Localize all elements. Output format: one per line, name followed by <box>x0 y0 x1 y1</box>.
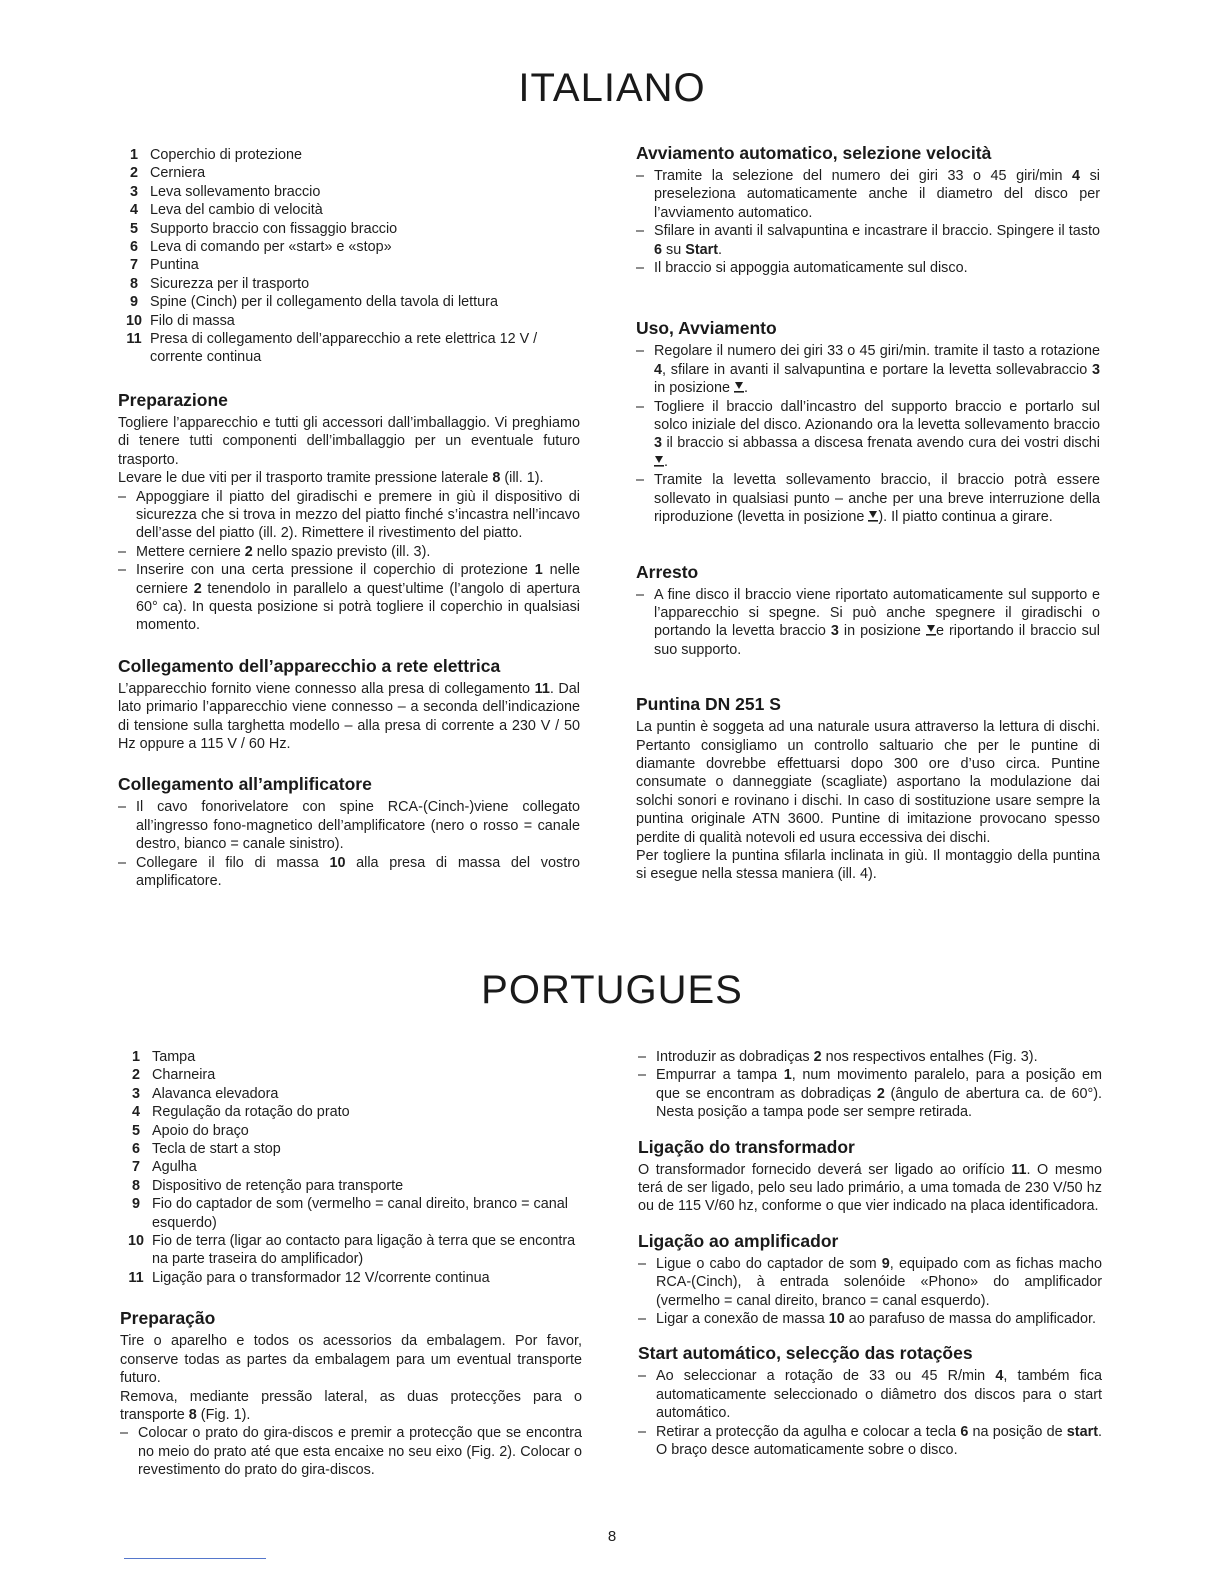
section-title-italiano: ITALIANO <box>518 66 706 110</box>
list-item: 8 Sicurezza per il trasporto <box>129 275 310 292</box>
list-item: 3 Alavanca elevadora <box>131 1085 279 1102</box>
heading-avviamento-automatico: Avviamento automatico, selezione velocità <box>636 143 992 163</box>
heading-collegamento-amplificatore: Collegamento all’amplificatore <box>118 774 372 795</box>
lever-down-icon <box>868 510 878 522</box>
section-ligacao-transformador <box>638 1136 1102 1216</box>
section-start-automatico <box>638 1342 1102 1459</box>
list-item: 10 Filo di massa <box>125 312 235 329</box>
section-arresto <box>636 561 1100 660</box>
list-item: – Regolare il numero dei giri 33 o 45 giri/min. tramite il tasto a rotazione 4, sfilare in avanti il salvapuntina e portare la levetta sollevabraccio 3 in posizione . <box>636 342 1100 397</box>
list-item: 4 Leva del cambio di velocità <box>129 202 323 219</box>
preparacao-continued-list <box>638 1048 1102 1122</box>
heading-preparazione: Preparazione <box>118 389 228 410</box>
heading-puntina: Puntina DN 251 S <box>636 694 781 715</box>
portugues-parts-list <box>120 1048 582 1287</box>
heading-arresto: Arresto <box>636 561 699 582</box>
heading-preparacao: Preparação <box>120 1308 216 1329</box>
list-item: 7 Agulha <box>131 1159 197 1176</box>
list-item: – Togliere il braccio dall’incastro del supporto braccio e portarlo sul solco iniziale del disco. Azionando ora la levetta sollevamento braccio 3 il braccio si abbassa a discesa frenata avendo cura dei vostri dischi . <box>636 398 1100 472</box>
portugues-right-column <box>638 1048 1102 1460</box>
list-item: 1 Tampa <box>131 1049 196 1065</box>
paragraph: Remova, mediante pressão lateral, as duas protecções para o transporte 8 (Fig. 1). <box>120 1388 582 1423</box>
list-item: – Tramite la selezione del numero dei giri 33 o 45 giri/min 4 si preseleziona automaticamente anche il diametro del disco per l’avviamento automatico. <box>636 167 1100 222</box>
list-item: 2 Cerniera <box>129 165 206 182</box>
section-uso-avviamento <box>636 317 1100 526</box>
section-title-portugues: PORTUGUES <box>481 968 743 1012</box>
paragraph: Per togliere la puntina sfilarla inclinata in giù. Il montaggio della puntina si esegue nella stessa maniera (ill. 4). <box>636 847 1100 883</box>
list-item: 8 Dispositivo de retenção para transporte <box>131 1177 404 1194</box>
list-item: – Sfilare in avanti il salvapuntina e incastrare il braccio. Spingere il tasto 6 su Start. <box>636 222 1100 259</box>
list-item: 7 Puntina <box>129 257 199 274</box>
list-item: 9 Fio do captador de som (vermelho = canal direito, branco = canal esquerdo) <box>131 1196 568 1231</box>
page-number: 8 <box>607 1528 617 1545</box>
list-item: – Empurrar a tampa 1, num movimento paralelo, para a posição em que se encontram as dobradiças 2 (ângulo de abertura ca. de 60°). Nesta posição a tampa pode ser sempre retirada. <box>638 1066 1102 1121</box>
list-item: 10 Fio de terra (ligar ao contacto para ligação à terra que se encontra na parte traseira do amplificador) <box>127 1233 576 1268</box>
list-item: – Appoggiare il piatto del giradischi e premere in giù il dispositivo di sicurezza che si trova in mezzo del piatto finché s’incastra nell’incavo dell’asse del piatto (ill. 2). Rimettere il rivestimento del piatto. <box>118 488 580 543</box>
heading-collegamento-rete: Collegamento dell’apparecchio a rete elettrica <box>118 655 501 676</box>
lever-down-icon <box>926 624 936 636</box>
list-item: 6 Tecla de start a stop <box>131 1141 281 1158</box>
list-item: – Collegare il filo di massa 10 alla presa di massa del vostro amplificatore. <box>118 854 580 891</box>
list-item: – Introduzir as dobradiças 2 nos respectivos entalhes (Fig. 3). <box>638 1048 1102 1066</box>
list-item: – Inserire con una certa pressione il coperchio di protezione 1 nelle cerniere 2 tenendolo in parallelo a quest’ultime (l’angolo di apertura 60° ca). In questa posizione si potrà togliere il coperchio in qualsiasi momento. <box>118 561 580 635</box>
list-item: – A fine disco il braccio viene riportato automaticamente sul supporto e l’apparecchio si spegne. Si può anche spegnere il giradischi o portando la levetta braccio 3 in posizione e riportando il braccio sul suo supporto. <box>636 586 1100 660</box>
section-preparacao <box>120 1307 582 1479</box>
section-preparazione <box>118 389 580 635</box>
list-item: – Tramite la levetta sollevamento braccio, il braccio potrà essere sollevato in qualsiasi punto – anche per una breve interruzione della riproduzione (levetta in posizione ). Il piatto continua a girare. <box>636 471 1100 526</box>
paragraph: Togliere l’apparecchio e tutti gli accessori dall’imballaggio. Vi preghiamo di tenere tutti componenti dell’imballaggio per un eventuale futuro trasporto. <box>118 414 580 468</box>
list-item: 11 Presa di collegamento dell’apparecchio a rete elettrica 12 V / corrente continua <box>126 331 538 366</box>
list-item: 9 Spine (Cinch) per il collegamento della tavola di lettura <box>129 294 498 311</box>
section-collegamento-rete <box>118 655 580 754</box>
lever-down-icon <box>734 381 744 393</box>
paragraph: O transformador fornecido deverá ser ligado ao orifício 11. O mesmo terá de ser ligado, pelo seu lado primário, a uma tomada de 230 V/50 hz ou de 115 V/60 hz, conforme o que vier indicado na placa identificadora. <box>638 1161 1102 1215</box>
list-item: – Ligue o cabo do captador de som 9, equipado com as fichas macho RCA-(Cinch), à entrada solenóide «Phono» do amplificador (vermelho = canal direito, branco = canal esquerdo). <box>638 1255 1102 1310</box>
list-item: – Retirar a protecção da agulha e colocar a tecla 6 na posição de start. O braço desce automaticamente sobre o disco. <box>638 1423 1102 1460</box>
italiano-left-column <box>118 146 580 890</box>
lever-down-icon <box>654 455 664 467</box>
list-item: 2 Charneira <box>131 1067 216 1084</box>
paragraph: L’apparecchio fornito viene connesso alla presa di collegamento 11. Dal lato primario l’apparecchio viene connesso – a seconda dell’indicazione di tensione sulla targhetta modello – alla presa di corrente a 230 V / 50 Hz oppure a 115 V / 60 Hz. <box>118 680 580 752</box>
section-ligacao-amplificador <box>638 1230 1102 1329</box>
footer-rule <box>124 1558 266 1559</box>
list-item: – Ligar a conexão de massa 10 ao parafuso de massa do amplificador. <box>638 1310 1102 1328</box>
paragraph: La puntin è soggeta ad una naturale usura attraverso la lettura di dischi. Pertanto consigliamo un controllo saltuario che per le puntine di diamante dovrebbe effettuarsi dopo 300 ore d’uso circa. Puntine consumate o danneggiate (scagliate) asportano la modulazione dai solchi sonori e rovinano i dischi. In caso di sostituzione usare sempre la puntina originale ATN 3600. Puntine di imitazione provocano spesso perdite di qualità notevoli ed usura eccessiva dei dischi. <box>636 719 1100 846</box>
heading-ligacao-transformador: Ligação do transformador <box>638 1136 855 1157</box>
list-item: – Il cavo fonorivelatore con spine RCA-(Cinch-)viene collegato all’ingresso fono-magnetico dell’amplificatore (nero o rosso = canale destro, bianco = canale sinistro). <box>118 798 580 853</box>
heading-uso-avviamento: Uso, Avviamento <box>636 318 777 339</box>
section-avviamento-automatico <box>636 142 1100 277</box>
list-item: 1 Coperchio di protezione <box>129 147 302 163</box>
paragraph: Levare le due viti per il trasporto tramite pressione laterale 8 (ill. 1). <box>118 470 544 487</box>
section-puntina <box>636 693 1100 884</box>
portugues-left-column <box>120 1048 582 1480</box>
heading-ligacao-amplificador: Ligação ao amplificador <box>638 1230 839 1251</box>
list-item: – Ao seleccionar a rotação de 33 ou 45 R/min 4, também fica automaticamente seleccionado o diâmetro dos discos para o start automático. <box>638 1367 1102 1422</box>
paragraph: Tire o aparelho e todos os acessorios da embalagem. Por favor, conserve todas as partes da embalagem para um eventual transporte futuro. <box>120 1333 582 1387</box>
italiano-parts-list <box>118 146 580 367</box>
list-item: 6 Leva di comando per «start» e «stop» <box>129 239 392 256</box>
list-item: 11 Ligação para o transformador 12 V/corrente continua <box>128 1269 490 1286</box>
list-item: – Il braccio si appoggia automaticamente sul disco. <box>636 259 1100 277</box>
italiano-right-column <box>636 142 1100 884</box>
list-item: 3 Leva sollevamento braccio <box>129 183 321 200</box>
list-item: 5 Apoio do braço <box>131 1122 249 1139</box>
list-item: 4 Regulação da rotação do prato <box>131 1104 350 1121</box>
heading-start-automatico: Start automático, selecção das rotações <box>638 1343 973 1364</box>
section-collegamento-amplificatore <box>118 773 580 890</box>
list-item: – Colocar o prato do gira-discos e premir a protecção que se encontra no meio do prato até que esta encaixe no seu eixo (Fig. 2). Colocar o revestimento do prato do gira-discos. <box>120 1424 582 1479</box>
list-item: 5 Supporto braccio con fissaggio braccio <box>129 220 398 237</box>
list-item: – Mettere cerniere 2 nello spazio previsto (ill. 3). <box>118 543 580 561</box>
